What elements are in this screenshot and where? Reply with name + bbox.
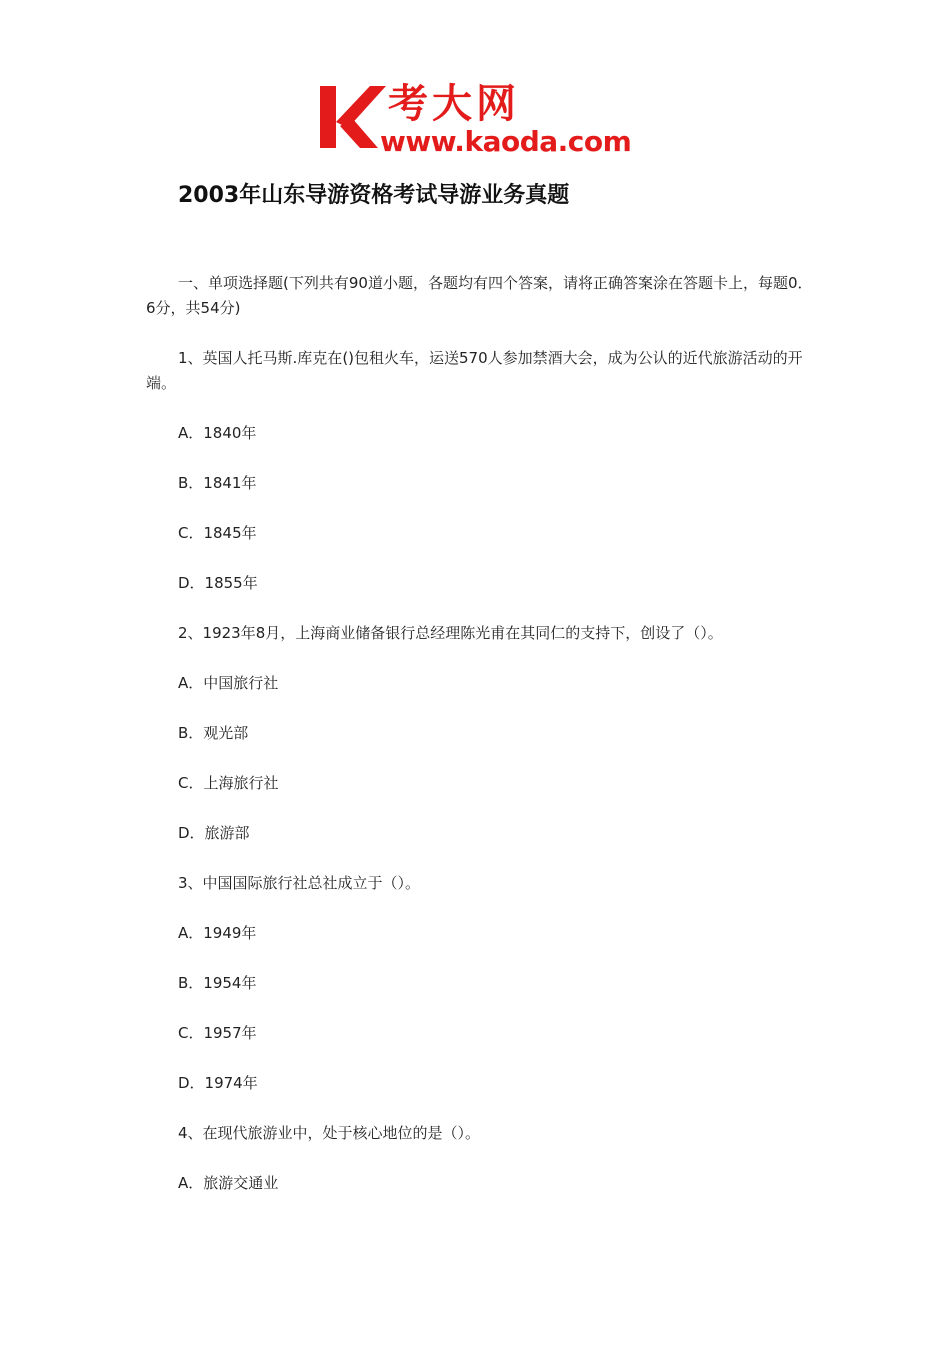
kaoda-logo	[318, 80, 648, 162]
question-2-option-d: D．旅游部	[178, 824, 250, 842]
question-2-option-b: B．观光部	[178, 724, 249, 742]
question-2-stem: 2、1923年8月，上海商业储备银行总经理陈光甫在其同仁的支持下，创设了（）。	[178, 624, 723, 642]
question-2-option-c: C．上海旅行社	[178, 774, 279, 792]
question-1-option-b: B．1841年	[178, 474, 257, 492]
logo-chinese-text: 考大网	[388, 81, 520, 127]
logo-url-text: www.kaoda.com	[380, 125, 632, 158]
section-intro: 一、单项选择题(下列共有90道小题，各题均有四个答案，请将正确答案涂在答题卡上，每题0．6分，共54分)	[146, 274, 813, 317]
question-3-option-d: D．1974年	[178, 1074, 258, 1092]
question-1-stem: 1、英国人托马斯.库克在()包租火车，运送570人参加禁酒大会，成为公认的近代旅游活动的开端。	[146, 349, 803, 392]
question-1-option-c: C．1845年	[178, 524, 257, 542]
question-4-option-a: A．旅游交通业	[178, 1174, 279, 1192]
question-1-option-a: A．1840年	[178, 424, 257, 442]
question-3-option-b: B．1954年	[178, 974, 257, 992]
page-title: 2003年山东导游资格考试导游业务真题	[178, 183, 570, 208]
question-4-stem: 4、在现代旅游业中，处于核心地位的是（）。	[178, 1124, 481, 1142]
question-3-option-c: C．1957年	[178, 1024, 257, 1042]
question-3-option-a: A．1949年	[178, 924, 257, 942]
question-1-option-d: D．1855年	[178, 574, 258, 592]
question-2-option-a: A．中国旅行社	[178, 674, 279, 692]
k-logo-icon	[318, 82, 388, 152]
question-3-stem: 3、中国国际旅行社总社成立于（）。	[178, 874, 421, 892]
